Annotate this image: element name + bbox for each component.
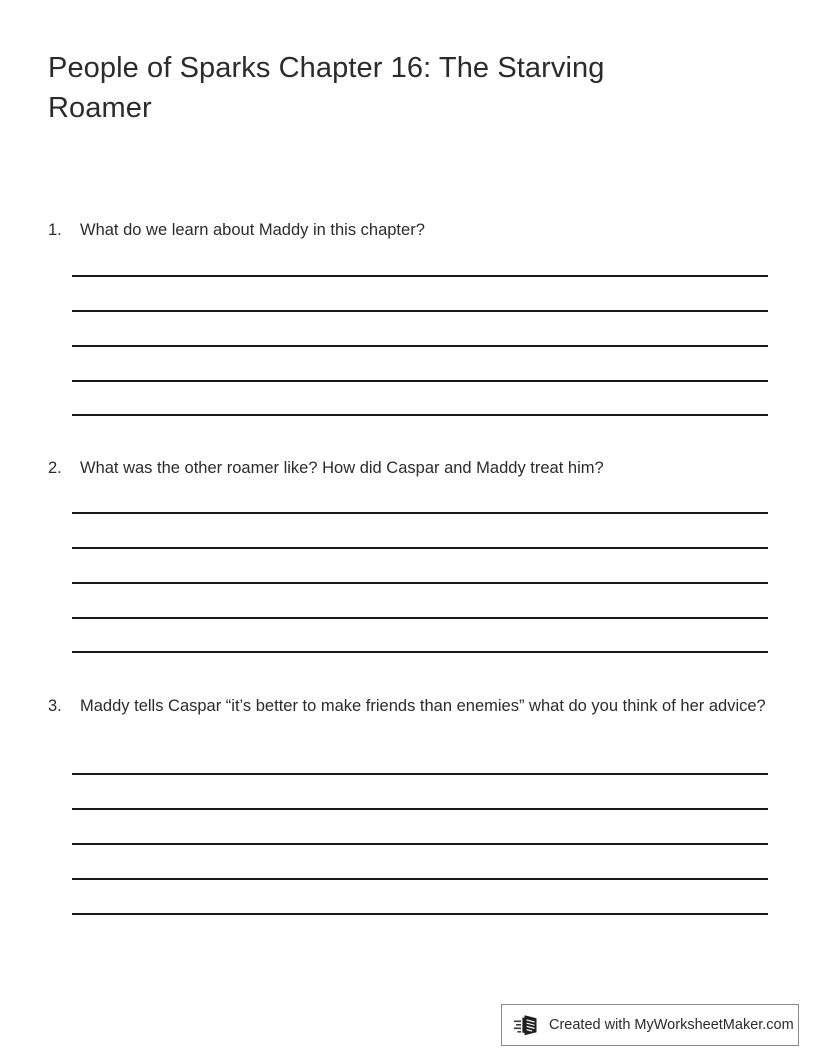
answer-line[interactable] [72,582,768,584]
created-with-badge[interactable] [501,1004,799,1046]
question-number: 1. [48,221,62,239]
question-row [48,218,772,242]
question-number: 2. [48,459,62,477]
question-row [48,694,772,718]
question-text: Maddy tells Caspar “it’s better to make friends than enemies” what do you think of her advice? [80,697,766,715]
worksheet-maker-logo-icon [514,1013,540,1037]
answer-line[interactable] [72,512,768,514]
created-with-badge-label: Created with MyWorksheetMaker.com [549,1017,794,1033]
answer-line[interactable] [72,808,768,810]
question-block-2 [48,456,772,480]
answer-line[interactable] [72,878,768,880]
answer-line[interactable] [72,275,768,277]
answer-line[interactable] [72,651,768,653]
answer-line[interactable] [72,310,768,312]
question-block-1 [48,218,772,242]
answer-line[interactable] [72,617,768,619]
answer-line[interactable] [72,843,768,845]
question-text: What do we learn about Maddy in this chapter? [80,221,425,239]
answer-line[interactable] [72,380,768,382]
answer-line[interactable] [72,345,768,347]
answer-line[interactable] [72,913,768,915]
answer-line[interactable] [72,547,768,549]
answer-line[interactable] [72,773,768,775]
answer-line[interactable] [72,414,768,416]
question-text: What was the other roamer like? How did Caspar and Maddy treat him? [80,459,604,477]
question-row [48,456,772,480]
question-number: 3. [48,697,62,715]
question-block-3 [48,694,772,718]
page-title: People of Sparks Chapter 16: The Starving Roamer [48,52,613,124]
